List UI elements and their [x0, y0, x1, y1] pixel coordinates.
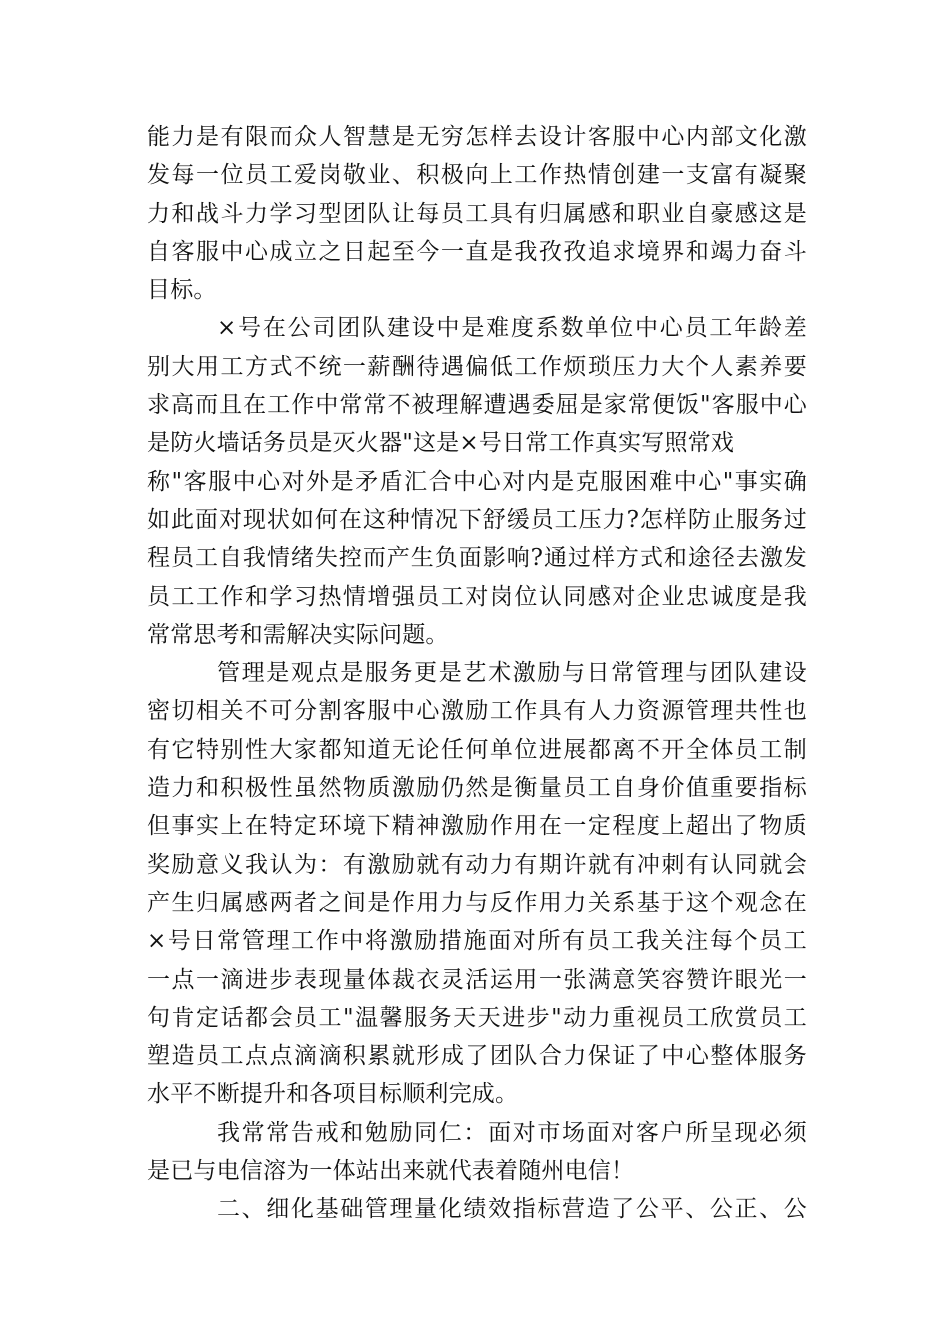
text-line: ×号在公司团队建设中是难度系数单位中心员工年龄差: [217, 315, 807, 342]
paragraph-3: [147, 654, 807, 1114]
text-line: 称"客服中心对外是矛盾汇合中心对内是克服困难中心"事实确: [147, 468, 807, 495]
text-line: 自客服中心成立之日起至今一直是我孜孜追求境界和竭力奋斗: [147, 238, 807, 265]
text-line: 求高而且在工作中常常不被理解遭遇委屈是家常便饭"客服中心: [147, 392, 807, 419]
text-line: 密切相关不可分割客服中心激励工作具有人力资源管理共性也: [147, 698, 807, 725]
text-line: 水平不断提升和各项目标顺利完成。: [147, 1081, 519, 1108]
text-line: 塑造员工点点滴滴积累就形成了团队合力保证了中心整体服务: [147, 1043, 807, 1070]
text-line: 奖励意义我认为：有激励就有动力有期许就有冲刺有认同就会: [147, 851, 807, 878]
text-line: 我常常告戒和勉励同仁：面对市场面对客户所呈现必须: [217, 1119, 807, 1146]
text-line: 一点一滴进步表现量体裁衣灵活运用一张满意笑容赞许眼光一: [147, 966, 807, 993]
text-line: 有它特别性大家都知道无论任何单位进展都离不开全体员工制: [147, 736, 807, 763]
text-line: 是防火墙话务员是灭火器"这是×号日常工作真实写照常戏: [147, 430, 735, 457]
paragraph-1: [147, 118, 807, 309]
text-line: 管理是观点是服务更是艺术激励与日常管理与团队建设: [217, 660, 807, 687]
text-line: 二、细化基础管理量化绩效指标营造了公平、公正、公: [217, 1196, 807, 1223]
text-line: 造力和积极性虽然物质激励仍然是衡量员工自身价值重要指标: [147, 775, 807, 802]
text-line: 常常思考和需解决实际问题。: [147, 621, 449, 648]
text-line: 程员工自我情绪失控而产生负面影响?通过样方式和途径去激发: [147, 545, 807, 572]
text-line: 是已与电信溶为一体站出来就代表着随州电信！: [147, 1158, 635, 1185]
paragraph-5: [147, 1190, 807, 1228]
text-line: 别大用工方式不统一薪酬待遇偏低工作烦琐压力大个人素养要: [147, 353, 807, 380]
text-line: 产生归属感两者之间是作用力与反作用力关系基于这个观念在: [147, 889, 807, 916]
body-text: [147, 118, 807, 1229]
text-line: 目标。: [147, 277, 217, 304]
text-line: 但事实上在特定环境下精神激励作用在一定程度上超出了物质: [147, 813, 807, 840]
text-line: 发每一位员工爱岗敬业、积极向上工作热情创建一支富有凝聚: [147, 162, 807, 189]
paragraph-2: [147, 309, 807, 654]
text-line: 员工工作和学习热情增强员工对岗位认同感对企业忠诚度是我: [147, 583, 807, 610]
text-line: ×号日常管理工作中将激励措施面对所有员工我关注每个员工: [147, 928, 807, 955]
paragraph-4: [147, 1114, 807, 1191]
text-line: 如此面对现状如何在这种情况下舒缓员工压力?怎样防止服务过: [147, 506, 807, 533]
text-line: 力和战斗力学习型团队让每员工具有归属感和职业自豪感这是: [147, 200, 807, 227]
text-line: 句肯定话都会员工"温馨服务天天进步"动力重视员工欣赏员工: [147, 1004, 807, 1031]
text-line: 能力是有限而众人智慧是无穷怎样去设计客服中心内部文化激: [147, 124, 807, 150]
